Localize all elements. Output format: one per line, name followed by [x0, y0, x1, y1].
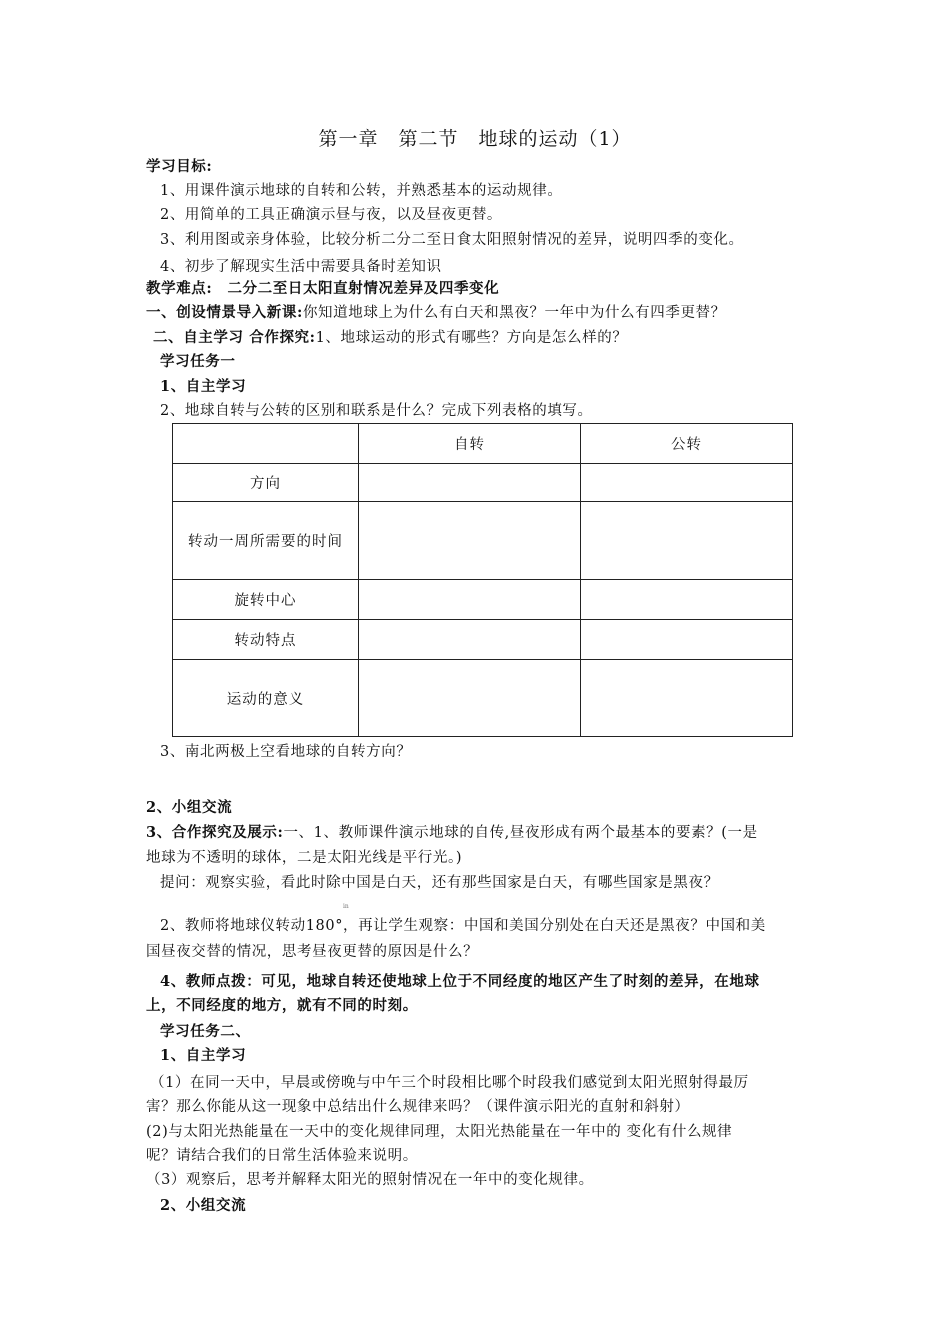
table-row — [173, 502, 793, 580]
objectives-heading: 学习目标: — [146, 158, 213, 175]
task2-paragraph-1-line-1: （1）在同一天中，早晨或傍晚与中午三个时段相比哪个时段我们感觉到太阳光照射得最厉 — [150, 1075, 749, 1091]
blank-cell[interactable] — [581, 620, 793, 660]
task1-self-study: 1、自主学习 — [160, 378, 247, 395]
globe-demo-line-1: 2、教师将地球仪转动180°，再让学生观察：中国和美国分别处在白天还是黑夜？中国和美 — [160, 918, 766, 934]
globe-demo-line-2: 国昼夜交替的情况，思考昼夜更替的原因是什么？ — [146, 944, 479, 960]
task1-question-2: 2、地球自转与公转的区别和联系是什么？完成下列表格的填写。 — [160, 403, 593, 419]
blank-cell[interactable] — [359, 660, 581, 737]
section-inquiry — [153, 328, 627, 348]
table-header-row — [173, 424, 793, 464]
blank-cell[interactable] — [359, 580, 581, 620]
stray-mark: in — [343, 903, 349, 910]
teacher-point-line-1: 4、教师点拨：可见，地球自转还使地球上位于不同经度的地区产生了时刻的差异，在地球 — [160, 973, 760, 990]
task1-question-3: 3、南北两极上空看地球的自转方向？ — [160, 744, 412, 760]
rotation-revolution-table — [172, 423, 793, 737]
table-header-revolution: 公转 — [581, 424, 793, 464]
section-intro-text: 你知道地球上为什么有白天和黑夜？一年中为什么有四季更替？ — [302, 305, 726, 321]
task1-heading: 学习任务一 — [160, 353, 236, 370]
blank-cell[interactable] — [581, 660, 793, 737]
section-intro — [146, 303, 726, 323]
table-header-cell — [173, 424, 359, 464]
blank-cell[interactable] — [359, 620, 581, 660]
section-inquiry-label: 二、自主学习 合作探究: — [153, 329, 316, 346]
table-row — [173, 580, 793, 620]
row-label: 转动一周所需要的时间 — [173, 502, 359, 580]
row-label: 转动特点 — [173, 620, 359, 660]
section-intro-label: 一、创设情景导入新课: — [146, 304, 303, 321]
task2-paragraph-3: （3）观察后，思考并解释太阳光的照射情况在一年中的变化规律。 — [146, 1172, 594, 1188]
section-inquiry-text: 1、地球运动的形式有哪些？方向是怎么样的？ — [315, 330, 628, 346]
row-label: 运动的意义 — [173, 660, 359, 737]
task1-group-discussion: 2、小组交流 — [146, 799, 233, 816]
row-label: 旋转中心 — [173, 580, 359, 620]
objective-item: 4、初步了解现实生活中需要具备时差知识 — [160, 259, 442, 275]
objective-item: 2、用简单的工具正确演示昼与夜，以及昼夜更替。 — [160, 207, 503, 223]
teaching-difficulty: 教学难点: 二分二至日太阳直射情况差异及四季变化 — [146, 280, 500, 297]
coop-explore-text: 一、1、教师课件演示地球的自传,昼夜形成有两个最基本的要素？(一是 — [283, 825, 758, 841]
page-title: 第一章 第二节 地球的运动（1） — [318, 128, 632, 150]
task2-paragraph-2-line-1: (2)与太阳光热能量在一天中的变化规律同理，太阳光热能量在一年中的 变化有什么规律 — [146, 1124, 733, 1140]
blank-cell[interactable] — [581, 580, 793, 620]
task2-group-discussion: 2、小组交流 — [160, 1197, 247, 1214]
blank-cell[interactable] — [581, 502, 793, 580]
task2-heading: 学习任务二、 — [160, 1023, 251, 1040]
task2-self-study: 1、自主学习 — [160, 1047, 247, 1064]
blank-cell[interactable] — [581, 464, 793, 502]
task2-paragraph-1-line-2: 害？那么你能从这一现象中总结出什么规律来吗？（课件演示阳光的直射和斜射） — [146, 1099, 690, 1115]
table-row — [173, 620, 793, 660]
blank-cell[interactable] — [359, 502, 581, 580]
table-row — [173, 464, 793, 502]
teacher-point-line-2: 上，不同经度的地方，就有不同的时刻。 — [146, 997, 418, 1014]
coop-explore-line-1 — [146, 823, 758, 843]
question-prompt: 提问：观察实验，看此时除中国是白天，还有那些国家是白天，有哪些国家是黑夜？ — [160, 875, 719, 891]
objective-item: 3、利用图或亲身体验，比较分析二分二至日食太阳照射情况的差异，说明四季的变化。 — [160, 232, 744, 248]
coop-explore-label: 3、合作探究及展示: — [146, 824, 284, 841]
objective-item: 1、用课件演示地球的自转和公转，并熟悉基本的运动规律。 — [160, 183, 563, 199]
row-label: 方向 — [173, 464, 359, 502]
task2-paragraph-2-line-2: 呢？请结合我们的日常生活体验来说明。 — [146, 1148, 418, 1164]
table-header-rotation: 自转 — [359, 424, 581, 464]
coop-explore-line-2: 地球为不透明的球体，二是太阳光线是平行光。) — [146, 850, 463, 866]
blank-cell[interactable] — [359, 464, 581, 502]
table-row — [173, 660, 793, 737]
